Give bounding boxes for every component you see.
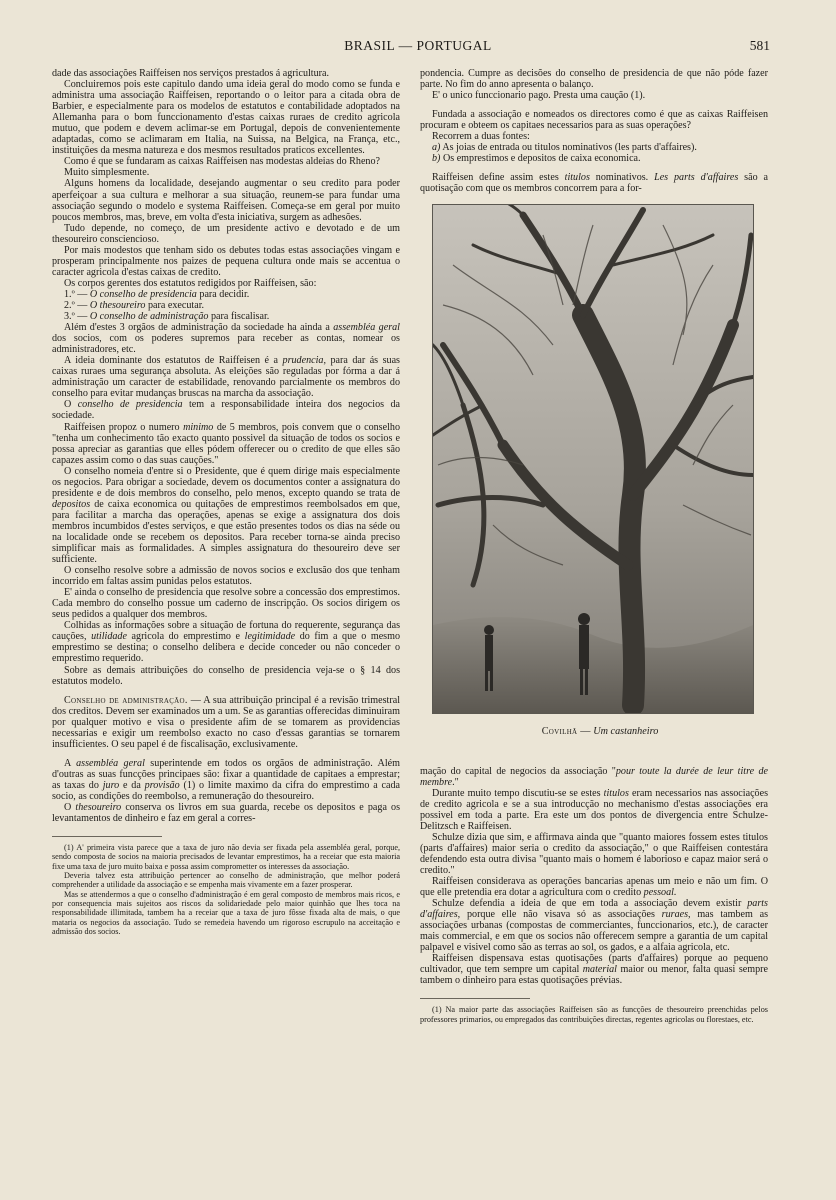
- right-column: [420, 68, 768, 1024]
- paragraph: Raiffeisen propoz o numero minimo de 5 membros, pois convem que o conselho "tenha um conhecimento tão exacto quanto possivel da situação de todos os socios e possa apreciar as garantias que elles pódem offerecer ou o credito de que elles são capazes assim como o das suas cauções.": [52, 421, 400, 466]
- paragraph: Concluiremos pois este capitulo dando uma ideia geral do modo como se funda e administra uma associação Raiffeisen, reportando o o leitor para a citada obra de Barbier, e especialmente para os modelos de estatutos e contabilidade adoptados na Allemanha para o bom funccionamento d'estas caixas ruraes de credito agricola mutuo, que podem e devem aclimar-se em Portugal, depois de convenientemente adaptadas, como se aclimaram em Italia, na Suissa, na Belgica, na França, etc., instituições da mesma natureza e dos mesmos resultados praticos excellentes.: [52, 79, 400, 157]
- footnotes: [52, 843, 400, 936]
- paragraph: O conselho resolve sobre a admissão de novos socios e exclusão dos que tenham incorrido em faltas assim punidas pelos estatutos.: [52, 565, 400, 588]
- running-head: [0, 38, 836, 56]
- footnote: (1) Na maior parte das associações Raiffeisen são as funcções de thesoureiro preenchidas pelos professores primarios, ou empregados das contribuições directas, regentes agricolas ou florestaes, etc.: [420, 1005, 768, 1024]
- running-title: BRASIL — PORTUGAL: [344, 38, 492, 53]
- paragraph: A assembléa geral superintende em todos os orgãos de administração. Além d'outras as suas funcções principaes são: fixar a quantidade de capitaes a emprestar; as taxas do juro e da provisão (1) o limite maximo da cifra do emprestimo a cada socio, as condições do reembolso, a remuneração do thesoureiro.: [52, 757, 401, 802]
- paragraph: Por mais modestos que tenham sido os debutes todas estas associações vingam e prosperam principalmente nos paizes de pequena cultura onde mais se accentua o caracter agricola d'estas caixas de credito.: [52, 244, 400, 278]
- footnote-divider: [420, 998, 530, 999]
- paragraph: Alguns homens da localidade, desejando augmentar o seu credito para poder aperfeiçoar a sua cultura e melhorar a sua situação, reunem-se para fundar uma associação segundo o modelo e systema Raiffeisen. Começa-se em geral por muito poucos membros, mas, breve, em volta d'esta iniciativa, surgem as adhesões.: [52, 178, 400, 223]
- paragraph: O conselho de presidencia tem a responsabilidade inteira dos negocios da sociedade.: [52, 399, 400, 422]
- paragraph: Raiffeisen considerava as operações bancarias apenas um meio e não um fim. O que elle pretendia era dotar a agricultura com o credito pessoal.: [420, 875, 768, 899]
- tree-illustration: [433, 205, 753, 713]
- paragraph: Durante muito tempo discutiu-se se estes titulos eram necessarios nas associações de credito agricola e se a sua introducção no mechanismo d'estas associações era possivel em toda a parte. Era este um dos pontos de divergencia entre Schulze-Delitzsch e Raiffeisen.: [420, 787, 769, 832]
- page-number: 581: [749, 38, 770, 53]
- photo-chestnut-tree: [432, 204, 754, 714]
- paragraph: Conselho de administração. — A sua attribuição principal é a revisão trimestral dos creditos. Devem ser examinados um a um. Se as garantias offerecidas diminuiram por qualquer motivo e visa o presidente afim de se tomarem as providencias necessarias e exigir um reembolso exacto no caso d'essas garantias se tornarem insufficientes. O seu papel é de fiscalisação, exclusivamente.: [52, 694, 401, 750]
- list-item: 3.º — O conselho de administração para fiscalisar.: [64, 311, 270, 323]
- paragraph: Os corpos gerentes dos estatutos redigidos por Raiffeisen, são:: [64, 277, 317, 289]
- paragraph: Recorrem a duas fontes:: [432, 131, 530, 143]
- footnote: Deveria talvez esta attribuição pertencer ao conselho de administração, que melhor poderá comprehender a utilidade da associação e se empenha mais vivamente em a fazer prosperar.: [52, 871, 400, 890]
- paragraph: Muito simplesmente.: [64, 167, 150, 179]
- paragraph: O thesoureiro conserva os livros em sua guarda, recebe os depositos e paga os levantamentos de dinheiro e faz em geral a corres-: [52, 802, 400, 825]
- figure-caption: Covilhã — Um castanheiro: [541, 726, 659, 738]
- list-item: a) As joias de entrada ou titulos nominativos (les parts d'affaires).: [432, 142, 697, 154]
- footnote-divider: [52, 836, 162, 837]
- left-column: [52, 68, 400, 936]
- paragraph: dade das associações Raiffeisen nos serviços prestados á agricultura.: [52, 68, 330, 79]
- paragraph: Schulze defendia a ideia de que em toda a associação devem existir parts d'affaires, porque elle não visava só as associações ruraes, mas tambem as associações urbanas (compostas de commerciantes, funccionarios, etc.), de caracter mais commercial, e em que os socios não offerecem sempre a garantia de um capital palpavel e visivel como são as terras ao sol, os gados, e a alfaia agricola, etc.: [420, 898, 769, 954]
- paragraph: Como é que se fundaram as caixas Raiffeisen nas modestas aldeias do Rheno?: [64, 156, 380, 168]
- paragraph: Sobre as demais attribuições do conselho de presidencia veja-se o § 14 dos estatutos modelo.: [52, 664, 400, 687]
- paragraph: Fundada a associação e nomeados os directores como é que as caixas Raiffeisen procuram e obteem os capitaes necessarios para as suas operações?: [420, 109, 768, 132]
- paragraph: pondencia. Cumpre as decisões do conselho de presidencia de que não póde fazer parte. No fim do anno apresenta o balanço.: [420, 68, 768, 91]
- footnotes: [420, 1005, 768, 1024]
- paragraph: O conselho nomeia d'entre si o Presidente, que é quem dirige mais especialmente os negocios. Para obrigar a sociedade, devem os documentos conter a assignatura do presidente e de dois membros do conselho, pelo menos, excepto quando se trata de depositos de caixa economica ou quitações de emprestimos reembolsados em que, para facilitar a marcha das operações, apenas se exige a assignatura dos dois membros incumbidos d'estes serviços, e que estão presentes todos os dias na séde ou na localidade onde se recebem os depositos. Para receber torna-se ainda preciso simplificar mais as formalidades. A simples assignatura do thesoureiro deve ser sufficiente.: [52, 465, 400, 566]
- paragraph: Tudo depende, no começo, de um presidente activo e devotado e de um thesoureiro consciencioso.: [52, 222, 400, 245]
- paragraph: A ideia dominante dos estatutos de Raiffeisen é a prudencia, para dar ás suas caixas ruraes uma segurança absoluta. As eleições são reguladas por fórma a dar á administração um caracter de estabilidade, renovando parcialmente os membros do conselho para evitar mudanças bruscas na marcha da associação.: [52, 355, 400, 400]
- list-item: b) Os emprestimos e depositos de caixa economica.: [432, 153, 641, 165]
- paragraph: Raiffeisen define assim estes titulos nominativos. Les parts d'affaires são a quotisação com que os membros concorrem para a for-: [420, 172, 768, 195]
- list-item: 2.º — O thesoureiro para executar.: [64, 299, 205, 311]
- list-item: 1.º — O conselho de presidencia para decidir.: [64, 288, 250, 300]
- paragraph: mação do capital de negocios da associação "pour toute la durée de leur titre de membre.": [420, 765, 768, 788]
- section-heading: Conselho de administração.: [64, 694, 188, 706]
- paragraph: Schulze dizia que sim, e affirmava ainda que "quanto maiores fossem estes titulos (parts d'affaires) maior seria o credito da associação," o que Raiffeisen contestára defendendo esta outra divisa "quanto mais o homem é laborioso e capaz maior será o credito.": [420, 831, 768, 876]
- paragraph: Colhidas as informações sobre a situação de fortuna do requerente, segurança das cauções, utilidade agricola do emprestimo e legitimidade do fim a que o mesmo emprestimo se destina; o conselho delibera e decide conceder ou não conceder o emprestimo requerido.: [52, 620, 400, 665]
- paragraph: E' ainda o conselho de presidencia que resolve sobre a concessão dos emprestimos. Cada membro do conselho possue um caderno de inscripção. Os socios dirigem os seus pedidos a qualquer dos membros.: [52, 587, 400, 621]
- paragraph: Raiffeisen dispensava estas quotisações (parts d'affaires) porque ao pequeno cultivador, que tem sempre um capital material maior ou menor, falta quasi sempre tambem o dinheiro para estas quotisações prévias.: [420, 953, 768, 987]
- footnote: (1) A' primeira vista parece que a taxa de juro não devia ser fixada pela assembléa geral, porque, sendo composta de socios na maioria precisados de levantar emprestimos, ha a receiar que esta maioria fixe uma taxa de juro muito baixa e possa assim comprometter os interesses da associação.: [52, 843, 400, 871]
- paragraph: E' o unico funccionario pago. Presta uma caução (1).: [432, 90, 646, 102]
- paragraph: Além d'estes 3 orgãos de administração da sociedade ha ainda a assembléa geral dos socios, com os poderes supremos para receber as contas, nomear os administradores, etc.: [52, 322, 400, 356]
- footnote: Mas se attendermos a que o conselho d'administração é em geral composto de membros mais ricos, e por consequencia mais sujeitos aos riscos da solidariedade pelo maior quinhão que lhes toca na responsabilidade illimitada, tambem ha a receiar que a taxa de juro fôsse fixada alta de mais, o que mataria os negocios da associação. Tudo se remedeia havendo um rigoroso escrupulo na acceitação e admissão dos socios.: [52, 889, 400, 936]
